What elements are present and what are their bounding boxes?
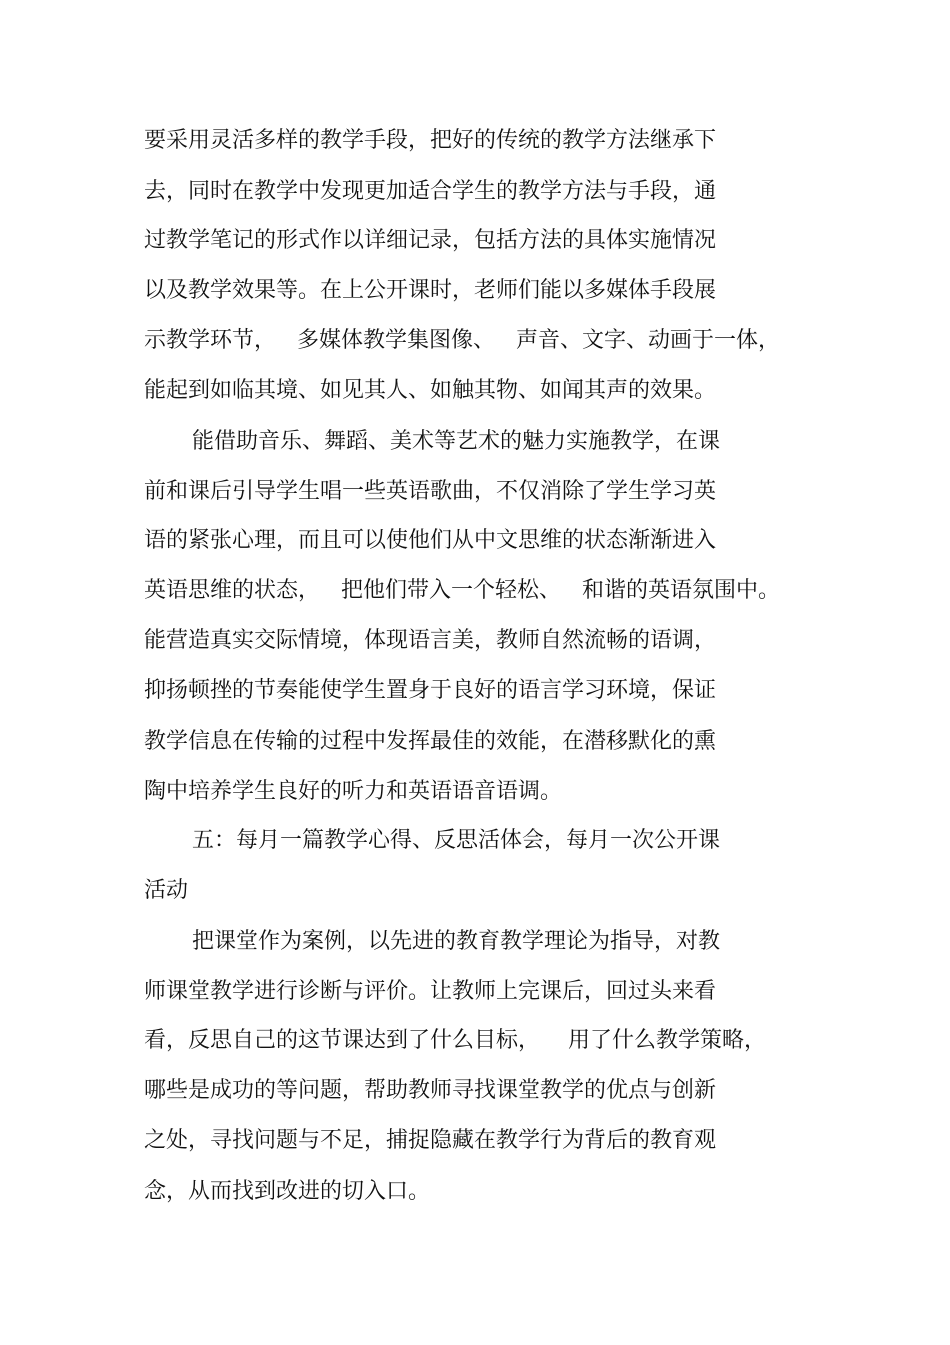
text-line: 陶中培养学生良好的听力和英语语音语调。 [144,779,563,804]
text-line: 抑扬顿挫的节奏能使学生置身于良好的语言学习环境，保证 [144,678,717,703]
text-line: 英语思维的状态， 把他们带入一个轻松、 和谐的英语氛围中。 [144,578,780,603]
section-heading-continued: 活动 [144,878,189,903]
text-line: 去，同时在教学中发现更加适合学生的教学方法与手段，通 [144,179,717,204]
text-line: 过教学笔记的形式作以详细记录，包括方法的具体实施情况 [144,228,717,253]
text-line: 哪些是成功的等问题，帮助教师寻找课堂教学的优点与创新 [144,1078,717,1103]
text-line: 念，从而找到改进的切入口。 [144,1179,431,1204]
text-line: 语的紧张心理，而且可以使他们从中文思维的状态渐渐进入 [144,528,717,553]
paragraph-first-line: 能借助音乐、舞蹈、美术等艺术的魅力实施教学，在课 [192,429,721,454]
text-line: 师课堂教学进行诊断与评价。让教师上完课后，回过头来看 [144,979,717,1004]
text-line: 能起到如临其境、如见其人、如触其物、如闻其声的效果。 [144,378,717,403]
text-line: 要采用灵活多样的教学手段，把好的传统的教学方法继承下 [144,128,717,153]
text-line: 能营造真实交际情境，体现语言美，教师自然流畅的语调， [144,628,717,653]
text-line: 教学信息在传输的过程中发挥最佳的效能，在潜移默化的熏 [144,729,717,754]
text-line: 示教学环节， 多媒体教学集图像、 声音、文字、动画于一体， [144,328,780,353]
text-line: 以及教学效果等。在上公开课时，老师们能以多媒体手段展 [144,278,717,303]
paragraph-first-line: 把课堂作为案例，以先进的教育教学理论为指导，对教 [192,929,721,954]
text-line: 看，反思自己的这节课达到了什么目标， 用了什么教学策略， [144,1028,766,1053]
text-line: 之处，寻找问题与不足，捕捉隐藏在教学行为背后的教育观 [144,1128,717,1153]
text-line: 前和课后引导学生唱一些英语歌曲，不仅消除了学生学习英 [144,479,717,504]
section-heading: 五：每月一篇教学心得、反思活体会，每月一次公开课 [192,828,721,853]
